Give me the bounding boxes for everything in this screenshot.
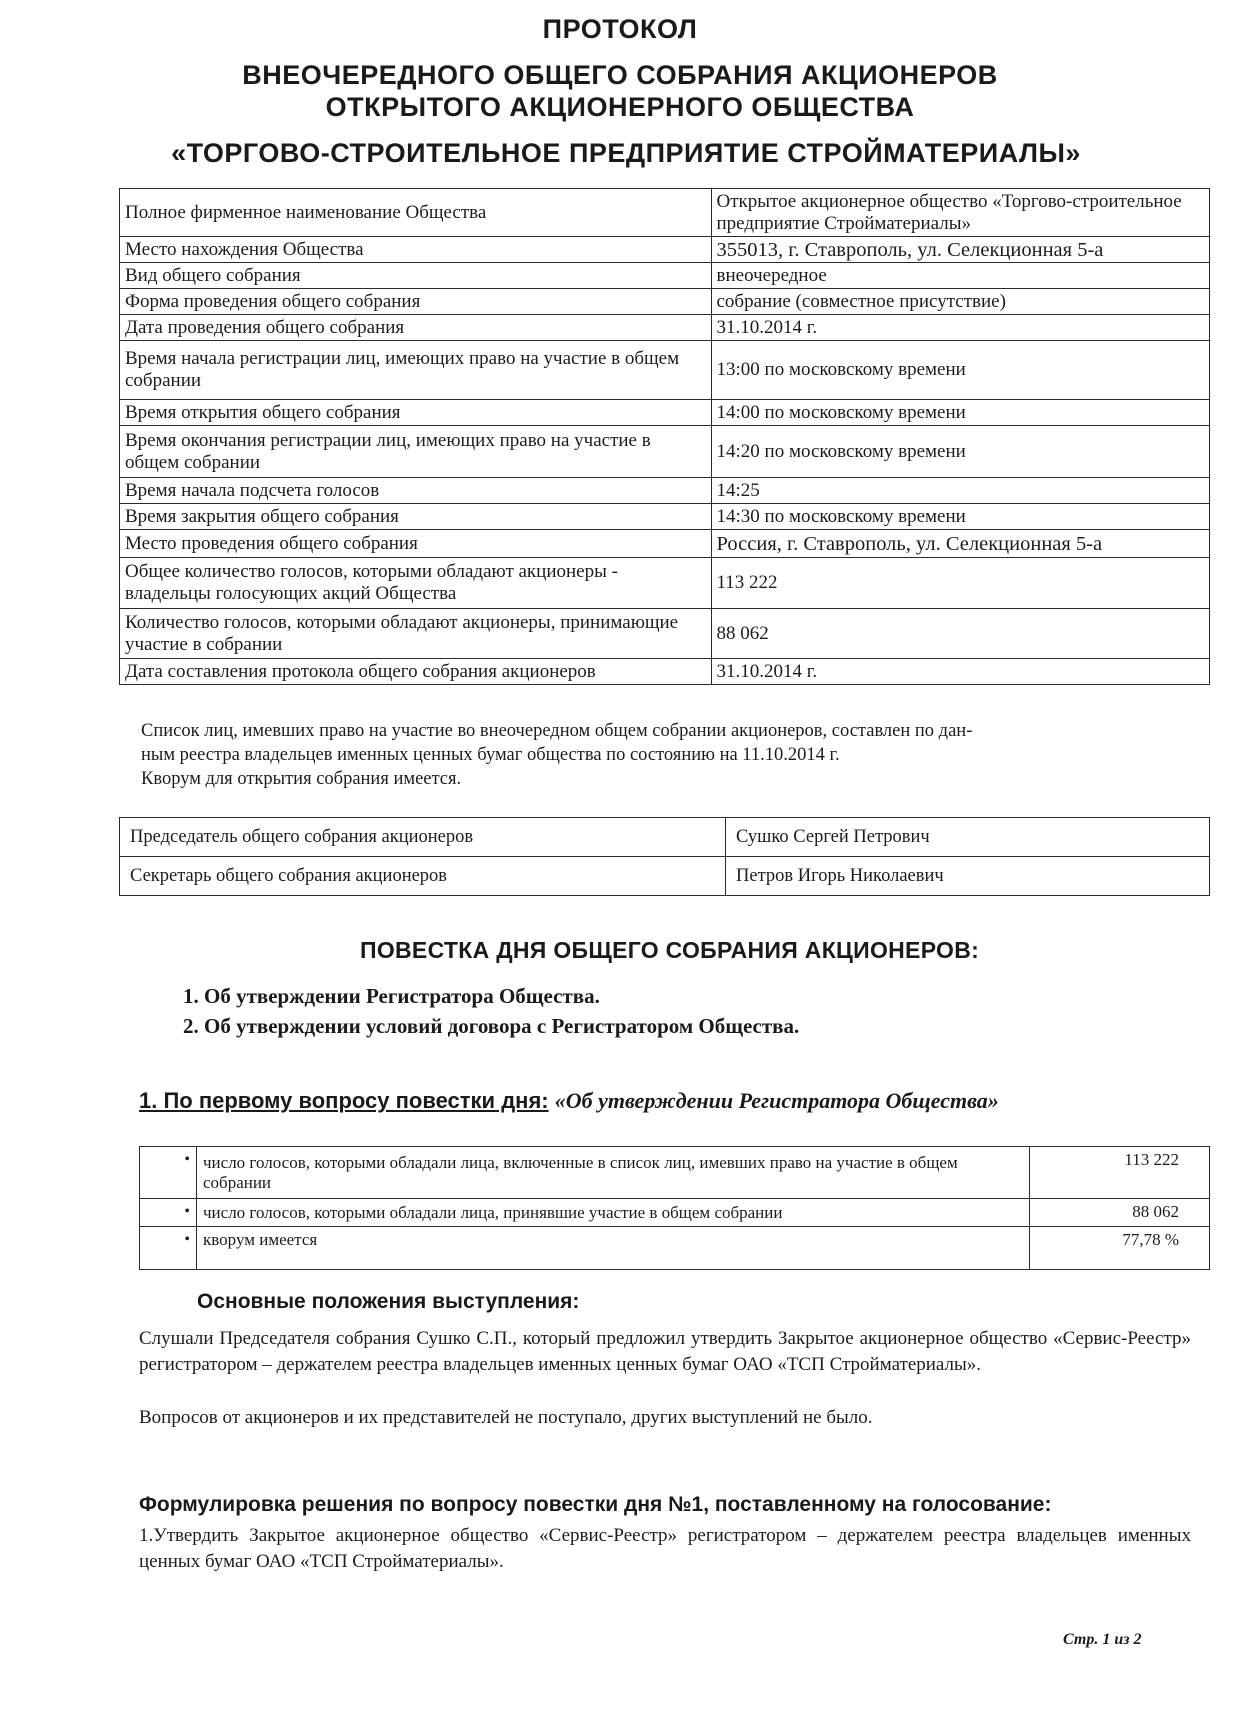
info-value: 31.10.2014 г. — [711, 659, 1210, 685]
table-row — [120, 237, 1210, 263]
table-row — [120, 504, 1210, 530]
official-role: Председатель общего собрания акционеров — [120, 818, 726, 857]
info-label: Дата составления протокола общего собрания акционеров — [120, 659, 712, 685]
official-name: Петров Игорь Николаевич — [726, 857, 1210, 896]
table-row — [120, 609, 1210, 659]
info-value: Открытое акционерное общество «Торгово-строительное предприятие Стройматериалы» — [711, 189, 1210, 237]
info-label: Время начала подсчета голосов — [120, 478, 712, 504]
stat-value: 113 222 — [1030, 1147, 1210, 1199]
info-label: Вид общего собрания — [120, 263, 712, 289]
bullet-icon: • — [140, 1199, 197, 1227]
info-label: Место нахождения Общества — [120, 237, 712, 263]
info-label: Время окончания регистрации лиц, имеющих право на участие в общем собрании — [120, 426, 712, 478]
agenda-item: 1. Об утверждении Регистратора Общества. — [183, 984, 600, 1008]
company-name: «ТОРГОВО-СТРОИТЕЛЬНОЕ ПРЕДПРИЯТИЕ СТРОЙМАТЕРИАЛЫ» — [171, 138, 1081, 168]
stat-value: 77,78 % — [1030, 1227, 1210, 1270]
info-value: 13:00 по московскому времени — [711, 341, 1210, 400]
shareholder-list-note-line2: ным реестра владельцев именных ценных бумаг общества по состоянию на 11.10.2014 г. — [141, 745, 840, 765]
meeting-officials-table — [119, 817, 1210, 896]
decision-text: 1.Утвердить Закрытое акционерное общество «Сервис-Реестр» регистратором – держателем реестра владельцев именных ценных бумаг ОАО «ТСП Стройматериалы». — [139, 1525, 1191, 1572]
speech-paragraph: Слушали Председателя собрания Сушко С.П., который предложил утвердить Закрытое акционерное общество «Сервис-Реестр» регистратором – держателем реестра владельцев именных ценных бумаг ОАО «ТСП Стройматериалы». — [139, 1328, 1191, 1375]
agenda-heading: ПОВЕСТКА ДНЯ ОБЩЕГО СОБРАНИЯ АКЦИОНЕРОВ: — [360, 937, 980, 963]
quorum-stats-table — [139, 1146, 1210, 1270]
table-row — [140, 1227, 1210, 1270]
info-value: 14:30 по московскому времени — [711, 504, 1210, 530]
info-label: Место проведения общего собрания — [120, 530, 712, 558]
speech-paragraph: Вопросов от акционеров и их представителей не поступало, других выступлений не было. — [139, 1407, 873, 1428]
bullet-icon: • — [140, 1227, 197, 1270]
info-value: 14:00 по московскому времени — [711, 400, 1210, 426]
stat-text: число голосов, которыми обладали лица, включенные в список лиц, имевших право на участие в общем собрании — [197, 1147, 1030, 1199]
table-row — [120, 478, 1210, 504]
table-row — [120, 857, 1210, 896]
info-value: 31.10.2014 г. — [711, 315, 1210, 341]
shareholder-list-note-line1: Список лиц, имевших право на участие во внеочередном общем собрании акционеров, составлен по дан- — [141, 721, 973, 741]
quorum-note: Кворум для открытия собрания имеется. — [141, 769, 462, 789]
table-row — [140, 1147, 1210, 1199]
info-value: собрание (совместное присутствие) — [711, 289, 1210, 315]
info-value: 88 062 — [711, 609, 1210, 659]
table-row — [120, 289, 1210, 315]
info-value: внеочередное — [711, 263, 1210, 289]
document-subtitle-line1: ВНЕОЧЕРЕДНОГО ОБЩЕГО СОБРАНИЯ АКЦИОНЕРОВ — [242, 60, 998, 90]
info-label: Время начала регистрации лиц, имеющих право на участие в общем собрании — [120, 341, 712, 400]
info-label: Общее количество голосов, которыми обладают акционеры - владельцы голосующих акций Общества — [120, 558, 712, 609]
question1-heading-title: «Об утверждении Регистратора Общества» — [554, 1088, 999, 1113]
info-label: Время открытия общего собрания — [120, 400, 712, 426]
meeting-info-table — [119, 188, 1210, 685]
info-label: Время закрытия общего собрания — [120, 504, 712, 530]
table-row — [120, 341, 1210, 400]
official-name: Сушко Сергей Петрович — [726, 818, 1210, 857]
official-role: Секретарь общего собрания акционеров — [120, 857, 726, 896]
table-row — [120, 659, 1210, 685]
stat-value: 88 062 — [1030, 1199, 1210, 1227]
table-row — [140, 1199, 1210, 1227]
bullet-icon: • — [140, 1147, 197, 1199]
table-row — [120, 558, 1210, 609]
table-row — [120, 818, 1210, 857]
page-number: Стр. 1 из 2 — [1063, 1631, 1142, 1648]
agenda-item: 2. Об утверждении условий договора с Регистратором Общества. — [183, 1014, 800, 1038]
stat-text: число голосов, которыми обладали лица, принявшие участие в общем собрании — [197, 1199, 1030, 1227]
table-row — [120, 263, 1210, 289]
decision-heading: Формулировка решения по вопросу повестки дня №1, поставленному на голосование: — [139, 1493, 1052, 1516]
question1-heading-prefix: 1. По первому вопросу повестки дня: — [139, 1088, 549, 1113]
info-value: 113 222 — [711, 558, 1210, 609]
table-row — [120, 189, 1210, 237]
info-label: Форма проведения общего собрания — [120, 289, 712, 315]
table-row — [120, 400, 1210, 426]
table-row — [120, 426, 1210, 478]
info-label: Полное фирменное наименование Общества — [120, 189, 712, 237]
document-title: ПРОТОКОЛ — [542, 14, 698, 44]
info-value: 14:20 по московскому времени — [711, 426, 1210, 478]
info-label: Дата проведения общего собрания — [120, 315, 712, 341]
info-value: 14:25 — [711, 478, 1210, 504]
info-value: Россия, г. Ставрополь, ул. Селекционная 5-а — [711, 530, 1210, 558]
table-row — [120, 315, 1210, 341]
question1-heading — [139, 1088, 999, 1114]
info-value: 355013, г. Ставрополь, ул. Селекционная 5-а — [711, 237, 1210, 263]
stat-text: кворум имеется — [197, 1227, 1030, 1270]
table-row — [120, 530, 1210, 558]
speech-heading: Основные положения выступления: — [197, 1290, 580, 1313]
info-label: Количество голосов, которыми обладают акционеры, принимающие участие в собрании — [120, 609, 712, 659]
document-subtitle-line2: ОТКРЫТОГО АКЦИОНЕРНОГО ОБЩЕСТВА — [325, 92, 915, 122]
